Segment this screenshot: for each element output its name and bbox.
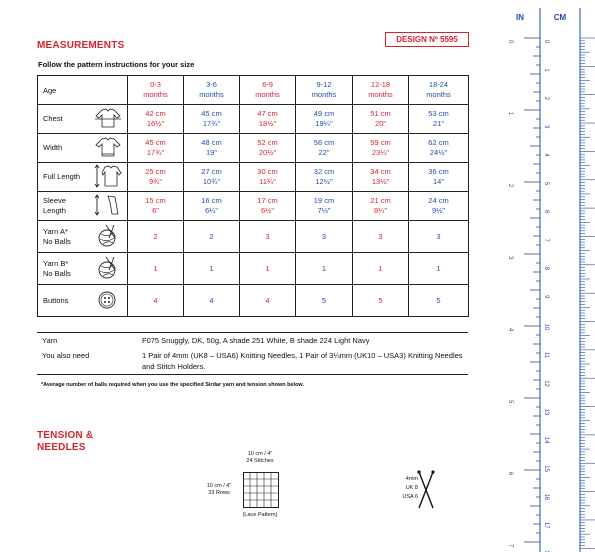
cell-value — [296, 105, 353, 134]
cell-primary: 45 cm — [145, 138, 166, 147]
cell-value — [128, 134, 184, 163]
cell-value — [296, 221, 353, 253]
swatch-left-line1: 10 cm / 4" — [206, 483, 232, 489]
cell-primary: 1 — [209, 263, 214, 273]
size-header — [409, 76, 469, 105]
cell-value — [409, 134, 469, 163]
cell-primary: 1 — [436, 263, 441, 273]
row-label-line2: Length — [43, 206, 66, 215]
inch-number: 3 — [507, 256, 513, 260]
cell-secondary: 17¾" — [146, 148, 165, 157]
cell-value — [353, 221, 409, 253]
row-label — [38, 192, 90, 221]
cell-value — [184, 105, 240, 134]
cm-number: 7 — [543, 238, 549, 242]
row-label — [38, 221, 90, 253]
cell-value — [296, 253, 353, 285]
inch-number: 2 — [507, 184, 513, 188]
needle-line1: 4mm — [405, 476, 418, 482]
size-unit: months — [255, 90, 280, 99]
inch-number: 4 — [507, 328, 513, 332]
cm-number: 10 — [543, 323, 549, 331]
length-garment-icon — [90, 163, 128, 192]
cell-value — [240, 163, 296, 192]
cell-primary: 19 cm — [313, 196, 335, 205]
cell-value — [296, 192, 353, 221]
cm-number: 5 — [543, 181, 549, 186]
cell-value — [353, 105, 409, 134]
cell-secondary: 21" — [432, 119, 444, 128]
row-label-line1: Width — [43, 143, 63, 152]
yarn-value: F075 Snuggly, DK, 50g, A shade 251 White, B shade 224 Light Navy — [137, 333, 468, 349]
cell-secondary: 9¾" — [148, 177, 163, 186]
cell-primary: 49 cm — [313, 109, 335, 118]
inch-number: 7 — [507, 544, 513, 548]
cell-value — [409, 253, 469, 285]
button-icon — [90, 285, 128, 317]
tension-heading — [37, 430, 93, 454]
cell-primary: 56 cm — [313, 138, 335, 147]
cell-value — [240, 221, 296, 253]
cm-number: 17 — [543, 521, 549, 529]
cell-primary: 4 — [265, 295, 270, 305]
cell-value — [240, 192, 296, 221]
size-range: 9-12 — [316, 80, 332, 89]
swatch-left-label — [195, 483, 243, 497]
cell-primary: 17 cm — [257, 196, 278, 205]
swatch-top-line2: 24 Stitches — [246, 458, 274, 464]
row-label-line1: Full Length — [43, 172, 81, 181]
size-unit: months — [199, 90, 224, 99]
cell-value — [353, 163, 409, 192]
cell-secondary: 17¾" — [202, 119, 221, 128]
row-label-line1: Yarn B* — [43, 258, 69, 268]
cm-number: 6 — [543, 210, 549, 214]
row-label-line1: Chest — [43, 114, 63, 123]
table-row — [38, 134, 469, 163]
cell-value — [184, 253, 240, 285]
cell-value — [409, 163, 469, 192]
swatch-top-line1: 10 cm / 4" — [247, 451, 273, 457]
yarn-label: Yarn — [37, 333, 137, 349]
inch-number: 6 — [507, 472, 513, 476]
size-header — [296, 76, 353, 105]
table-row — [38, 163, 469, 192]
size-unit: months — [368, 90, 393, 99]
cell-primary: 4 — [209, 295, 214, 305]
yarn-ball-icon — [90, 221, 128, 253]
table-row — [38, 105, 469, 134]
cell-primary: 3 — [378, 231, 383, 241]
cell-secondary: 14" — [432, 177, 444, 186]
cell-primary: 42 cm — [145, 109, 166, 118]
cell-primary: 5 — [436, 295, 441, 305]
cell-value — [184, 221, 240, 253]
cell-primary: 45 cm — [201, 109, 222, 118]
cell-primary: 21 cm — [370, 196, 391, 205]
design-number-badge: DESIGN Nº 5595 — [385, 32, 469, 47]
row-label-line1: Yarn A* — [43, 226, 68, 236]
cm-number: 14 — [543, 436, 549, 444]
cm-number: 15 — [543, 465, 549, 472]
ruler-cm-label: CM — [553, 13, 567, 22]
cell-primary: 52 cm — [257, 138, 278, 147]
cell-value — [184, 285, 240, 317]
cell-secondary: 24½" — [429, 148, 448, 157]
cell-value — [128, 285, 184, 317]
size-range: 6-9 — [262, 80, 273, 89]
row-label-line2: No Balls — [43, 268, 71, 278]
cell-value — [240, 105, 296, 134]
cell-secondary: 6¼" — [204, 206, 219, 215]
cell-value — [128, 163, 184, 192]
cell-value — [184, 192, 240, 221]
cm-number: 9 — [543, 295, 549, 299]
age-label: Age — [38, 76, 90, 105]
tension-heading-line1: TENSION & — [37, 430, 94, 441]
table-row — [38, 285, 469, 317]
cell-secondary: 19" — [205, 148, 217, 157]
table-row — [38, 253, 469, 285]
tension-swatch-grid — [243, 472, 279, 508]
cell-secondary: 8¼" — [373, 206, 388, 215]
table-row — [38, 221, 469, 253]
cell-value — [296, 163, 353, 192]
needle-size-label — [392, 476, 418, 501]
cell-primary: 51 cm — [370, 109, 391, 118]
size-range: 12-18 — [370, 80, 391, 89]
inch-number: 0 — [507, 40, 513, 44]
cell-secondary: 23¼" — [371, 148, 390, 157]
cell-primary: 47 cm — [257, 109, 278, 118]
cm-number: 4 — [543, 153, 549, 157]
swatch-pattern-label: (Lace Pattern) — [242, 512, 278, 518]
cell-primary: 5 — [321, 295, 327, 305]
size-unit: months — [426, 90, 451, 99]
cell-primary: 30 cm — [257, 167, 278, 176]
cm-number: 13 — [543, 408, 549, 416]
table-row — [38, 192, 469, 221]
cell-secondary: 22" — [318, 148, 330, 157]
cell-value — [409, 285, 469, 317]
cell-value — [128, 221, 184, 253]
ruler-in-label: IN — [516, 13, 524, 22]
cell-value — [409, 105, 469, 134]
cell-primary: 1 — [378, 263, 383, 273]
cell-value — [184, 163, 240, 192]
cell-primary: 59 cm — [370, 138, 391, 147]
you-also-need-label: You also need — [37, 348, 137, 375]
size-range: 3-6 — [206, 80, 217, 89]
cm-number: 2 — [543, 96, 549, 101]
cm-number: 12 — [543, 380, 549, 387]
cell-primary: 27 cm — [201, 167, 222, 176]
size-unit: months — [143, 90, 168, 99]
cell-value — [128, 253, 184, 285]
cell-secondary: 12½" — [315, 177, 333, 186]
size-header — [240, 76, 296, 105]
cell-value — [296, 285, 353, 317]
cell-secondary: 18½" — [258, 119, 277, 128]
yarn-ball-icon — [90, 253, 128, 285]
cell-secondary: 20½" — [258, 148, 277, 157]
cell-primary: 1 — [153, 263, 158, 273]
cell-primary: 5 — [378, 295, 383, 305]
measurements-heading: MEASUREMENTS — [37, 40, 125, 51]
cell-value — [240, 253, 296, 285]
cm-number: 0 — [543, 40, 549, 44]
cell-value — [240, 134, 296, 163]
cell-secondary: 7½" — [317, 206, 331, 215]
row-label-line1: Sleeve — [43, 196, 66, 205]
size-header — [128, 76, 184, 105]
cell-primary: 4 — [153, 295, 158, 305]
cell-value — [409, 221, 469, 253]
row-label — [38, 163, 90, 192]
cell-secondary: 9½" — [431, 206, 446, 215]
cell-value — [128, 105, 184, 134]
inch-number: 5 — [507, 400, 513, 404]
cell-value — [353, 285, 409, 317]
cell-primary: 25 cm — [145, 167, 166, 176]
needle-line3: USA 6 — [402, 494, 418, 500]
header-icon-cell — [90, 76, 128, 105]
cm-number: 8 — [543, 266, 549, 271]
follow-instructions-text: Follow the pattern instructions for your size — [38, 60, 195, 69]
cell-primary: 2 — [209, 231, 214, 241]
width-garment-icon — [90, 134, 128, 163]
cell-primary: 15 cm — [145, 196, 166, 205]
cell-primary: 32 cm — [313, 167, 335, 176]
chest-garment-icon — [90, 105, 128, 134]
size-header — [353, 76, 409, 105]
cell-primary: 62 cm — [428, 138, 449, 147]
cell-value — [240, 285, 296, 317]
row-label-line1: Buttons — [43, 295, 69, 305]
cell-secondary: 20" — [374, 119, 386, 128]
inch-number: 1 — [507, 112, 513, 116]
measurements-table — [37, 75, 469, 317]
cell-secondary: 13½" — [371, 177, 390, 186]
tension-heading-line2: NEEDLES — [37, 442, 86, 453]
cell-primary: 1 — [265, 263, 270, 273]
row-label — [38, 105, 90, 134]
table-header-row — [38, 76, 469, 105]
cell-primary: 3 — [321, 231, 327, 241]
sleeve-garment-icon — [90, 192, 128, 221]
swatch-left-line2: 33 Rows — [208, 490, 230, 496]
cell-primary: 36 cm — [428, 167, 449, 176]
cell-secondary: 10¾" — [202, 177, 221, 186]
cell-primary: 2 — [153, 231, 158, 241]
cell-value — [353, 192, 409, 221]
cell-secondary: 19¼" — [315, 119, 333, 128]
cell-value — [409, 192, 469, 221]
cell-value — [296, 134, 353, 163]
cell-primary: 16 cm — [201, 196, 222, 205]
needle-line2: UK 8 — [405, 485, 418, 491]
yarn-info-table — [37, 332, 468, 375]
cm-number: 11 — [543, 351, 549, 359]
row-label — [38, 134, 90, 163]
cell-primary: 3 — [436, 231, 441, 241]
cm-number: 1 — [543, 68, 549, 72]
row-label-line2: No Balls — [43, 236, 71, 246]
size-range: 0-3 — [150, 80, 161, 89]
size-range: 18-24 — [428, 80, 449, 89]
knitting-needles-icon — [416, 470, 436, 510]
cell-value — [353, 134, 409, 163]
size-header — [184, 76, 240, 105]
cell-secondary: 6½" — [260, 206, 275, 215]
cell-secondary: 6" — [152, 206, 159, 215]
cell-primary: 1 — [321, 263, 327, 273]
swatch-top-label — [230, 451, 290, 465]
cell-primary: 3 — [265, 231, 270, 241]
cell-secondary: 11¾" — [259, 177, 276, 186]
you-also-need-value: 1 Pair of 4mm (UK8 – USA6) Knitting Needles, 1 Pair of 3¼mm (UK10 – USA3) Knitting Needles and Stitch Holders. — [137, 348, 468, 375]
cell-secondary: 16½" — [146, 119, 165, 128]
cell-value — [128, 192, 184, 221]
cell-primary: 24 cm — [428, 196, 449, 205]
cm-number: 3 — [543, 125, 549, 129]
cell-primary: 34 cm — [370, 167, 391, 176]
row-label — [38, 253, 90, 285]
cell-value — [353, 253, 409, 285]
footnote: *Average number of balls required when you use the specified Sirdar yarn and tension shown below. — [41, 382, 305, 388]
size-unit: months — [311, 90, 337, 99]
cell-primary: 53 cm — [428, 109, 449, 118]
cell-value — [184, 134, 240, 163]
row-label — [38, 285, 90, 317]
cm-number: 16 — [543, 493, 549, 501]
cell-primary: 48 cm — [201, 138, 222, 147]
